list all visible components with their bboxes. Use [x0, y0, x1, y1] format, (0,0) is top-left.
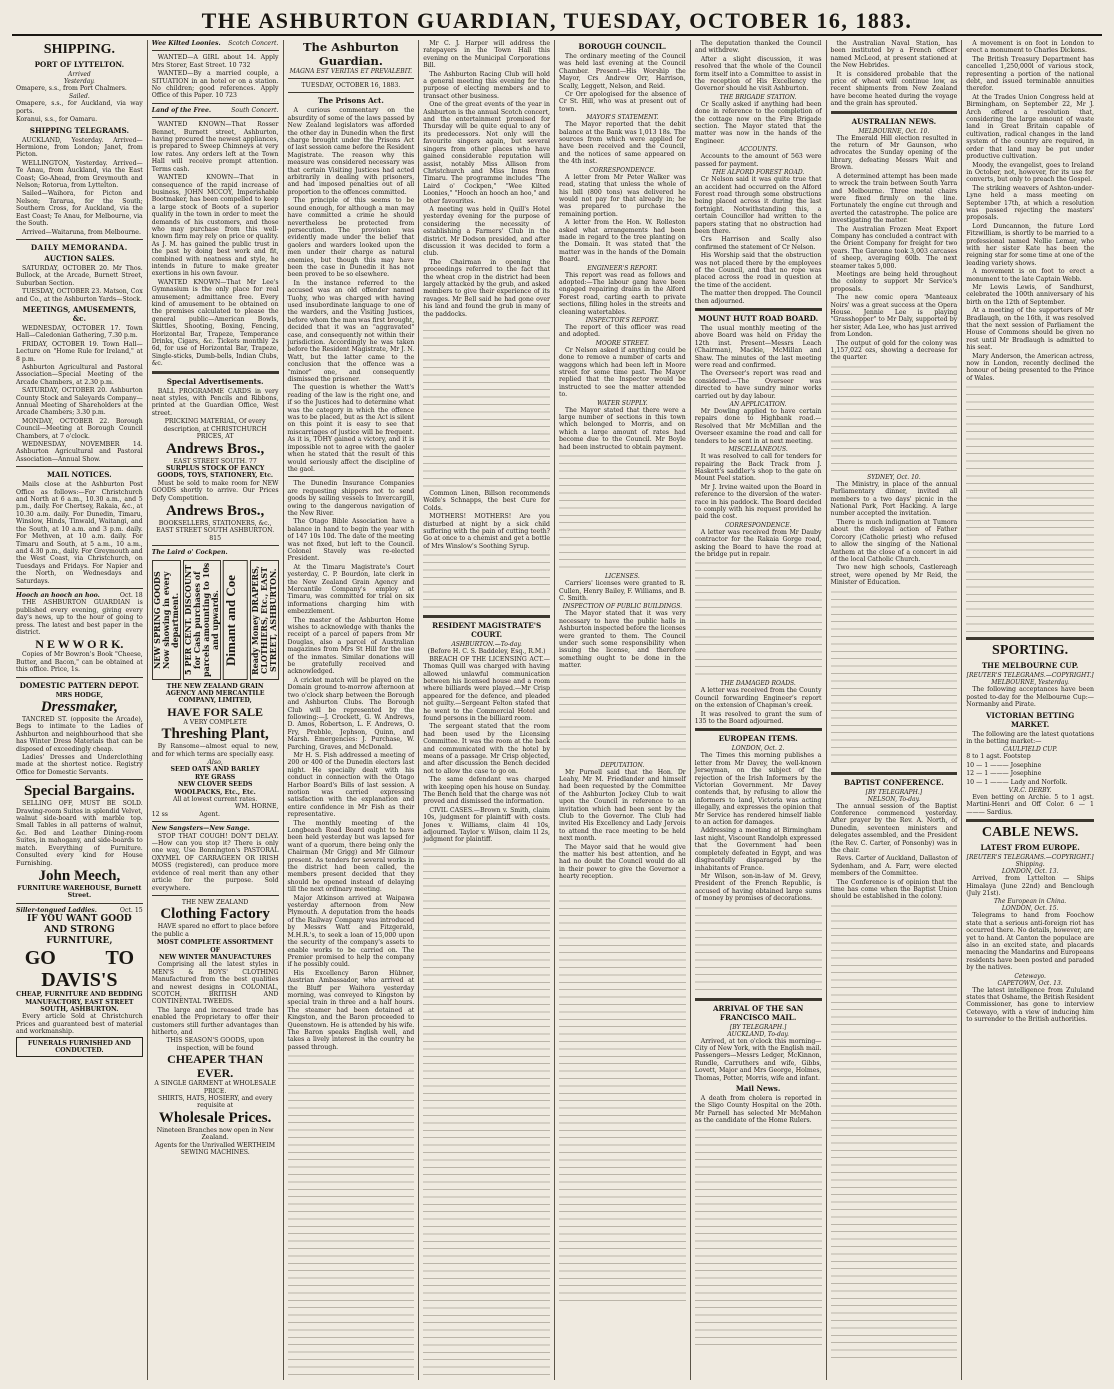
magistrate-p4: CIVIL CASES.—Brown v. Smith, claim 10s, judgment for plaintiff with costs. Jones v. Williams, claim 4l 10s, adjourned. Taylor v. Wilson, claim 1l 2s, judgment for plaintiff.	[423, 806, 550, 844]
land-title: Land of the Free.	[151, 106, 212, 114]
column-8	[962, 40, 1098, 1380]
vertical-text-3: Dimant and Coe	[223, 560, 248, 680]
text-continuation	[831, 364, 958, 474]
c8-p16: The latest intelligence from Zululand states that Oshame, the British Resident Commissioner, has gone to interview Cetewayo, with a view of inducing him to surrender to the British authorities.	[966, 986, 1094, 1024]
silver-title: Siller-tongued Laddies.	[16, 906, 97, 914]
c6-p12: It was resolved to call for tenders for repairing the Back Track from J. Haskett's saddler's shop to the gate on Mount Peel station.	[694, 453, 822, 483]
c4-p5: The Chairman in opening the proceedings referred to the fact that the wheat crop in the district had been largely attacked by the grub, and asked members to give their experience of its ravages. Mr Bell said he had gone over his land and found the grub in many of the paddocks.	[423, 258, 550, 318]
telegram-1: AUCKLAND, Yesterday. Arrived—Hermione, from London; Janet, from Picton.	[16, 136, 143, 159]
sporting-title: SPORTING.	[992, 643, 1069, 659]
auction-2: TUESDAY, OCTOBER 23. Matson, Cox and Co., at the Ashburton Yards—Stock.	[16, 288, 143, 303]
c6-p1: The deputation thanked the Council and withdrew.	[694, 40, 822, 55]
borough-p6: This report was read as follows and adopted:—The labour gang have been engaged repairing drains in the Alford Forest road, carting earth to private sections, filling holes in the streets and cleaning watertables.	[559, 271, 686, 316]
horne-name: WM. HORNE,	[234, 803, 279, 811]
divider	[16, 588, 143, 589]
divider	[152, 895, 279, 896]
vrc-title: V.R.C. DERBY.	[1008, 786, 1052, 794]
double-divider	[695, 728, 822, 731]
column-2	[148, 40, 284, 1380]
prisons-p10: Mr H. S. Fish addressed a meeting of 200 or 400 of the Dunedin electors last night. He specially dealt with his conduct in connection with the Otago Harbor Board's Bills of last session. A motion was carried expressing satisfaction with the explanation and entire confidence in Mr Fish as their representative.	[287, 751, 415, 819]
misc-title: MISCELLANEOUS.	[728, 446, 788, 454]
text-continuation	[423, 552, 550, 612]
column-4	[419, 40, 555, 1380]
double-divider	[695, 308, 822, 311]
dressmaker-heading: Dressmaker,	[40, 699, 118, 715]
land-sub: South Concert.	[231, 106, 279, 114]
c7-p5: The Australian Frozen Meat Export Company has concluded a contract with the Orient Company for freight for two years. The Garonne took 3,003 carcases of sheep, averaging 60lb. The next steamer takes 5,000.	[830, 225, 958, 270]
wanted-5: WANTED KNOWN—That Mr Lee's Gymnasium is the only place for real amusement; admittance free. Every kind of amusement to be obtained on the premises calculated to please the general public—American Bowls, Skittles, Shooting, Boxing, Fencing, Horizontal Bar, Trapeze, Temperance Drinks, Cigars, &c. Tickets monthly 2s 6d, for use of Horizontal Bar, Trapeze, Single-sticks, Dumb-bells, Indian Clubs, &c.	[151, 278, 279, 368]
divider	[288, 476, 415, 477]
divider	[152, 117, 279, 118]
bet-line-4: 10 — 1 ——— Lady and Norfolk.	[966, 778, 1068, 786]
c7-p3: The Emerald Hill election resulted in the return of Mr Gaunson, who advocates the Sunday opening of the library, defeating Messrs Wait and Brown.	[830, 134, 958, 172]
go-to-heading: GO TO	[24, 947, 135, 970]
shipping-port: PORT OF LYTTELTON.	[34, 60, 125, 69]
arrived-label: Arrived	[67, 71, 91, 78]
sailed-label: Sailed.	[68, 93, 90, 101]
double-divider	[966, 819, 1094, 822]
c8-p6: Lord Duncannon, the future Lord Fitzwilliam, is shortly to be married to a professional named Nellie Lemar, who with her sister Kate has been the reigning star for some time at one of the leading variety shows.	[966, 222, 1094, 267]
ball-text: BALL PROGRAMME CARDS in very neat styles, with Pencils and Ribbons, printed at the Guardian Office, West street.	[151, 387, 279, 417]
baptist-sub: [BY TELEGRAPH.]	[865, 788, 923, 796]
prisons-p13: His Excellency Baron Hübner, Austrian Ambassador, who arrived at the Bluff per Waihora yesterday morning, was conveyed to Kingston by special train in three and a half hours. The steamer had been detained at Kingston, and the Baron proceeded to Queenstown. He is attended by his wife. The Baron speaks English well, and takes a lively interest in the country he passed through.	[287, 969, 415, 1051]
memoranda-title: DAILY MEMORANDA.	[30, 242, 128, 252]
c8-p15: Telegrams to hand from Foochow state that a serious anti-foreign riot has occurred there. No details, however, are yet to hand. At Canton the populace are also in an excited state, and placards menacing the Mandarins and Europeans residents have been posted and paraded by the natives.	[966, 912, 1094, 972]
borough-p5: A letter from the Hon. W. Rolleston asked what arrangements had been made in regard to the tree planting on the Domain. It was stated that the matter was in the hands of the Domain Board.	[559, 219, 686, 264]
borough-p13: The Mayor said that he would give the matter his best attention, and he had no doubt the Council would do all in their power to give the Governor a hearty reception.	[559, 843, 686, 881]
divider	[152, 545, 279, 546]
editorial-motto: MAGNA EST VERITAS ET PREVALEBIT.	[289, 68, 413, 75]
c6-p19: Mr Wilson, son-in-law of M. Grevy, President of the French Republic, is accused of having obtained large sums of money by promises of decorations.	[694, 872, 822, 903]
vertical-text-1: NEW SPRING GOODS Now showing in every department.	[152, 560, 181, 680]
c8-p12: The following are the latest quotations in the betting market:—	[966, 730, 1094, 745]
text-continuation	[695, 905, 822, 995]
c7-p14: The Conference is of opinion that the time has come when the Baptist Union should be established in the colony.	[830, 878, 958, 901]
c6-p16: It was resolved to grant the sum of 135 to the Board adjourned.	[694, 710, 822, 725]
editorial-masthead: The Ashburton Guardian.	[302, 40, 399, 68]
reuter-label-2: [REUTER'S TELEGRAMS.—COPYRIGHT.]	[966, 854, 1094, 862]
corresp-title: CORRESPONDENCE.	[589, 166, 656, 174]
auction-title: AUCTION SALES.	[44, 253, 115, 263]
wanted-3: WANTED KNOWN—That Rosser Bennet, Burnett street, Ashburton, having procured the newest appliances, is prepared to Sweep Chimneys at very low rates. Any orders left at the Town Hall will receive prompt attention. Terms cash.	[151, 121, 279, 173]
pricking-text: PRICKING MATERIAL, Of every description, at CHRISTCHURCH PRICES, AT	[163, 418, 267, 441]
single-garment: A SINGLE GARMENT at WHOLESALE PRICE.	[154, 1080, 276, 1095]
very-complete: A VERY COMPLETE	[183, 718, 247, 726]
davis-heading: DAVIS'S	[41, 969, 118, 992]
c8-p5: The striking weavers of Ashton-under-Lyne held a mass meeting on September 17th, at which a resolution was passed rejecting the masters' proposals.	[966, 184, 1094, 222]
text-continuation	[831, 903, 958, 1363]
sailed-text: Omapere, s.s., for Auckland, via way ports.	[16, 100, 143, 115]
europe-title: EUROPEAN ITEMS.	[718, 734, 798, 744]
also-text: Also,	[207, 759, 223, 766]
bet-line-1: 8 to 1 agst. Footstep	[966, 753, 1031, 761]
aus-loc: MELBOURNE, Oct. 10.	[858, 127, 930, 135]
shirts-text: SHIRTS, HATS, HOSIERY, and every requisite at	[157, 1095, 273, 1110]
wholesale-heading: Wholesale Prices.	[158, 1109, 272, 1126]
c8-p13: Even betting on Archie. 5 to 1 agst. Martini-Henri and Off Color. 6 — 1 ——— Sardius.	[966, 793, 1094, 816]
aus-title: AUSTRALIAN NEWS.	[851, 116, 937, 126]
new-work-heading: N E W W O R K.	[35, 637, 124, 652]
dimant-coe-ad	[152, 560, 279, 680]
column-3	[284, 40, 420, 1380]
prisons-p1: A curious commentary on the absurdity of some of the laws passed by New Zealand legislators was afforded the other day in Dunedin when the first charge brought under the Prisons Act of last session came before the Resident Magistrate. The reason why this measure was considered necessary was that certain Visiting Justices had acted arbitrarily in dealing with prisoners, and had imposed penalties out of all proportion to the offences committed.	[287, 107, 415, 196]
inspection-title: INSPECTION OF PUBLIC BUILDINGS.	[562, 603, 683, 611]
c6-p6: Crs Harrison and Scally also confirmed the statement of Cr Nelson.	[694, 236, 822, 251]
borough-title: BOROUGH COUNCIL.	[578, 42, 667, 51]
vertical-text-4: Ready Money DRAPERS, CLOTHIERS, Etc., EAST STREET, ASHBURTON.	[250, 560, 279, 680]
agents-text: Agents for the Unrivalled WERTHEIM SEWING MACHINES.	[155, 1141, 276, 1157]
stop-cough-text: STOP THAT COUGH! DON'T DELAY.—How can you stop it? There is only one way, Use Bonnington's PASTORAL OXYMEL OF CARRAGEEN OR IRISH MOSS (registered), can produce more evidence of real merit than any other article for the purpose. Sold everywhere.	[151, 832, 279, 892]
meeting-2: FRIDAY, OCTOBER 19. Town Hall—Lecture on "Home Rule for Ireland," at 8 p.m.	[16, 340, 143, 363]
text-continuation	[423, 320, 550, 490]
c8-p7: A movement is on foot to erect a monument to the late Captain Webb.	[966, 268, 1094, 283]
telegram-4: Arrived—Waitaruna, from Melbourne.	[22, 228, 141, 236]
domestic-title: DOMESTIC PATTERN DEPOT.	[19, 680, 140, 690]
damaged-title: THE DAMAGED ROADS.	[720, 680, 796, 688]
c6-p3: Cr Scally asked if anything had been done in reference to the completion of the cottage now on the Fire Brigade section. The Mayor stated that the matter was now in the hands of the Engineer.	[694, 100, 822, 145]
magistrate-before: (Before H. C. S. Baddeley, Esq., R.M.)	[427, 648, 546, 656]
cetewayo-title: Cetewayo.	[1014, 972, 1046, 980]
san-fran-loc: AUCKLAND, To-day.	[727, 1030, 789, 1038]
hooch-date: Oct. 18	[119, 591, 143, 599]
text-continuation	[831, 589, 958, 769]
have-for-sale: HAVE FOR SALE	[167, 704, 264, 719]
appl-title: AN APPLICATION.	[729, 401, 787, 409]
ransome-text: By Ransome—almost equal to new, and for which terms are specially easy.	[151, 743, 279, 758]
seed-oats: SEED OATS AND BARLEY	[170, 766, 260, 774]
c7-p11: Two new high schools, Castlereagh street, were opened by Mr Reid, the Minister of Education.	[830, 564, 958, 587]
borough-p10: Carriers' licenses were granted to R. Cullen, Henry Bailey, F. Williams, and B. C. Smith.	[559, 580, 686, 602]
c6-p4: Accounts to the amount of 563 were passed for payment.	[694, 153, 822, 168]
meech-name: John Meech,	[38, 867, 121, 884]
vertical-text-2: 5 PER CENT. DISCOUNT for Cash purchases of parcels amounting to 10s and upwards.	[183, 560, 221, 680]
hodge-tail: Ladies' Dresses and Underclothing made at the shortest notice. Registry Office for Domestic Servants.	[16, 754, 143, 776]
meetings-title: MEETINGS, AMUSEMENTS, &c.	[22, 304, 137, 323]
woolpacks: WOOLPACKS, Etc., Etc.	[174, 788, 256, 796]
column-5	[555, 40, 691, 1380]
c4-p7: MOTHERS! MOTHERS! Are you disturbed at night by a sick child suffering with the pain of cutting teeth? Go at once to a chemist and get a bottle of Mrs Winslow's Soothing Syrup.	[423, 513, 550, 550]
masthead: THE ASHBURTON GUARDIAN, TUESDAY, OCTOBER 16, 1883.	[12, 8, 1102, 36]
melbourne-loc: MELBOURNE, Yesterday.	[991, 679, 1070, 687]
europe-sub: LONDON, Oct. 2.	[731, 745, 785, 753]
laird-title: The Laird o' Cockpen.	[151, 549, 228, 557]
new-work-text: Copies of Mr Bowron's Book "Cheese, Butter, and Bacon," can be obtained at this office. Price, 1s.	[16, 651, 143, 674]
c6-p21: A death from cholera is reported in the Sligo County Hospital on the 20th. Mr Parnell has selected Mr McMahon as the candidate of the Home Rulers.	[694, 1094, 822, 1125]
surplus-text: SURPLUS STOCK OF FANCY GOODS, TOYS, STATIONERY, Etc.	[157, 464, 274, 480]
c7-p12: The annual session of the Baptist Conference commenced yesterday. After prayer by the Rev. A. North, of Dunedin, seventeen ministers and delegates assembled, and the President (the Rev. C. Carter, of Ponsonby) was in the chair.	[830, 802, 958, 854]
text-continuation	[559, 672, 686, 762]
andrews-heading-1: Andrews Bros.,	[166, 440, 265, 457]
text-continuation	[288, 1053, 415, 1380]
c8-p4: Moody, the evangelist, goes to Ireland in October, not, however, for its use for converts, but only to preach the Gospel.	[966, 161, 1094, 184]
clover: NEW CLOVER SEEDS	[177, 781, 253, 789]
shipping-title: SHIPPING.	[43, 42, 115, 57]
mail-text: Mails close at the Ashburton Post Office as follows:—For Christchurch and North at 6 a.m., 10.30 a.m., and 5 p.m., daily. For Chertsey, Rakaia, &c., at 10.30 a.m. daily. For Dunedin, Timaru, Winslow, Hinds, Tinwald, Waitangi, and the South, at 10 a.m. and 3 p.m. daily. For Methven, at 10 a.m. daily. For Timaru and South, at 5 a.m., 10 a.m., and 4.30 p.m., daily. For Greymouth and the West Coast, via Christchurch, on Tuesdays and Fridays. For Napier and the North, on Wednesdays and Saturdays.	[16, 481, 143, 585]
surplus-text-2: Must be sold to make room for NEW GOODS shortly to arrive. Our Prices Defy Competition.	[151, 479, 279, 502]
editorial-date: TUESDAY, OCTOBER 16, 1883.	[301, 82, 401, 89]
c4-p4: A meeting was held in Quill's Hotel yesterday evening for the purpose of considering the necessity of establishing a Farmers' Club in the district. Mr Dodson presided, and after discussion it was decided to form a club.	[423, 205, 550, 258]
borough-p8: Cr Nelson asked if anything could be done to remove a number of carts and waggons which had been left in Moore street for some time past. The Mayor replied that the Inspector would be instructed to see the matter attended to.	[559, 346, 686, 399]
c8-p8: Mr Lewis Lewis, of Sandhurst, celebrated the 100th anniversary of his birth on the 12th of September.	[966, 284, 1094, 306]
china-title: The European in China.	[994, 898, 1067, 906]
c6-p5: Cr Nelson said it was quite true that an accident had occurred on the Alford Forest road through some obstructions being placed across it during the last fortnight. Notwithstanding this, a certain Councillor had written to the papers stating that no obstruction had been there.	[694, 176, 822, 235]
prisons-p6: The Otago Bible Association have a balance in hand to begin the year with of 147 10s 10d. The date of the meeting was not fixed, but left to the Council. Colonel Stavely was re-elected President.	[287, 518, 415, 563]
c6-p2: After a slight discussion, it was resolved that the whole of the Council form itself into a Committee to assist in the reception of His Excellency the Governor should he visit Ashburton.	[694, 55, 822, 93]
c6-p18: Addressing a meeting at Birmingham last night, Viscount Randolph expressed that the Government had been completely defeated in Egypt, and was disgracefully disparaged by the inhabitants of France.	[694, 827, 822, 872]
text-continuation	[423, 846, 550, 1380]
text-continuation	[695, 560, 822, 680]
column-1	[12, 40, 148, 1380]
prisons-p11: The monthly meeting of the Longbeach Road Board ought to have been held yesterday but was lapsed for want of a quorum, there being only the Chairman (Mr Grigg) and Mr Gilmour present. As tenders for several works in the district had been called, the members present decided that they should be opened instead of delaying till the next ordinary meeting.	[287, 819, 415, 894]
borough-p4: A letter from Mr Peter Walker was read, stating that unless the whole of his bill (800 tons) was delivered he would not pay for that already in; he was prepared to purchase the remaining portion.	[559, 173, 686, 218]
telegrams-title: SHIPPING TELEGRAMS.	[29, 125, 129, 135]
telegram-3: Sailed—Waihora, for Picton and Nelson; Tararua, for the South; Southern Cross, for Auckland, via the East Coast; Te Anau, for Melbourne, via the South.	[16, 190, 143, 228]
nz-grain-text: THE NEW ZEALAND GRAIN AGENCY AND MERCANTILE COMPANY, LIMITED,	[165, 682, 265, 705]
prisons-p4: The question is whether the Watt's reading of the law is the right one, and if so the Justices had to determine what was the category in which the offence was to be placed, but as the Act is silent on this point it is easy to see that miscarriages of justice will be frequent. As it is, TOHY gained a victory, and it is impossible not to agree with the gaoler when he stated that the result of this would seriously affect the discipline of the gaol.	[287, 384, 415, 473]
caulfield-title: CAULFIELD CUP.	[1003, 746, 1058, 754]
andrews-address-1: EAST STREET SOUTH. 77	[173, 457, 257, 465]
borough-p7: The report of this officer was read and adopted.	[559, 324, 686, 339]
mail-title: MAIL NOTICES.	[47, 470, 112, 480]
specials-title: Special Advertisements.	[166, 376, 264, 386]
prisons-p2: The principle of this seems to be sound enough, for although a man may have committed a crime he should nevertheless be protected from persecution. The provision was evidently made under the belief that gaolers and warders looked upon the men under their charge as natural enemies, but though this may have been the case in Dunedin it has not been proved to be so elsewhere.	[287, 197, 415, 279]
nz-clothing: THE NEW ZEALAND	[181, 898, 249, 906]
horne-num: 12 ss Agent.	[151, 810, 220, 818]
divider	[16, 466, 143, 467]
meeting-3: Ashburton Agricultural and Pastoral Association—Special Meeting of the Arcade Chambers, at 2.30 p.m.	[16, 363, 143, 386]
clothing-factory-heading: Clothing Factory	[160, 906, 270, 923]
borough-p3: The Mayor reported that the debit balance at the Bank was 1,013 18s. The sources from which were applied for have been received and the Council, and the notices of same appeared on the 4th inst.	[559, 121, 686, 166]
double-divider	[152, 371, 279, 374]
baptist-title: BAPTIST CONFERENCE.	[844, 777, 944, 787]
auction-1: SATURDAY, OCTOBER 20. Mr Thos. Bullock, at the Arcade, Burnett Street, Suburban Section.	[16, 264, 143, 287]
hodge-name: MRS HODGE,	[55, 691, 104, 699]
special-text: SELLING OFF, MUST BE SOLD. Drawing-room Suites in splendid Velvet, walnut side-board with marble top. Small Tables in all patterns of walnut, &c. Bed and Leather Dining-room Suites, in mahogany, and side-boards to match. Everything of Furniture. Consulted every kind for House Furnishing.	[16, 800, 143, 867]
inspector-title: INSPECTOR'S REPORT.	[585, 317, 659, 324]
c7-p10: There is much indignation at Tumora about the disloyal action of Father Corcory (Catholic priest) who refused to allow the singing of the National Anthem at the close of a concert in aid of the local Catholic Church.	[830, 518, 958, 563]
column-7	[827, 40, 963, 1380]
c7-p2: It is considered probable that the price of wheat will continue low, as recent shipments from New Zealand have become heated during the voyage and the grain has sprouted.	[830, 70, 958, 108]
silver-date: Oct. 15	[119, 906, 143, 914]
engineer-title: ENGINEER'S REPORT.	[587, 264, 658, 272]
c7-p6: Meetings are being held throughout the colony to support Mr Service's proposals.	[830, 270, 958, 293]
have-spared: HAVE spared no effort to place before the public a	[151, 923, 279, 938]
c6-p20: Arrived, at ten o'clock this morning—City of New York, with the English mail. Passengers—Messrs Ledger, McKinnon, Rundle, Carruthers and wife, Gibbs, Lovett, Major and Mrs George, Holmes, Thomas, Potter, Morris, wife and infant.	[694, 1037, 822, 1082]
meeting-6: WEDNESDAY, NOVEMBER 14. Ashburton Agricultural and Pastoral Association—Annual Show.	[16, 441, 143, 463]
meeting-5: MONDAY, OCTOBER 22. Borough Council—Meeting at Borough Council Chambers, at 7 o'clock.	[16, 417, 143, 440]
divider	[152, 50, 279, 51]
c6-p9: The usual monthly meeting of the above Board was held on Friday the 12th inst. Present—Messrs Leach (Chairman), Mackie, McMillan and Shaw. The minutes of the last meeting were read and confirmed.	[694, 325, 822, 370]
prisons-p8: The master of the Ashburton Home wishes to acknowledge with thanks the receipt of a parcel of papers from Mr Douglas, also a parcel of Australian magazines from Mrs St Hill for the use of the inmates. Similar donations will be gratefully received and acknowledged.	[287, 616, 415, 676]
sydney-loc: SYDNEY, Oct. 10.	[867, 473, 921, 481]
double-divider	[831, 111, 958, 114]
mayor-title: MAYOR'S STATEMENT.	[586, 114, 659, 122]
bet-line-3: 12 — 1 ——— Josephine	[966, 770, 1042, 778]
c7-p9: The Ministry, in place of the annual Parliamentary dinner, invited all members to a two days' picnic in the National Park, Port Hacking. A large number accepted the invitation.	[830, 480, 958, 518]
alford-title: THE ALFORD FOREST ROAD.	[711, 169, 805, 177]
prisons-p3: In the instance referred to the accused was an old offender named Tuohy, who was charged with having used insubordinate language to one of the warders, and the Visiting Justices, before whom the man was first brought, decided that it was an "aggravated" case, and consequently not within their jurisdiction. Accordingly he was taken before the Resident Magistrate, Mr J. N. Watt, but the latter came to the conclusion that the offence was a "minor" one, and consequently dismissed the prisoner.	[287, 279, 415, 384]
threshing-heading: Threshing Plant,	[161, 726, 269, 743]
land-row	[152, 107, 279, 114]
c8-p2: The British Treasury Department has cancelled 1,250,000l of various stock, representing a portion of the national debt, and issued terminable annuities therefor.	[966, 55, 1094, 93]
divider	[16, 677, 143, 678]
most-complete: MOST COMPLETE ASSORTMENT OF	[156, 939, 274, 954]
c6-p15: A letter was received from the County Council forwarding Engineer's report on the extension of Chapman's creek.	[694, 687, 822, 710]
c7-p13: Revs. Carter of Auckland, Dallaston of Sydenham, and A. Farr, were elected members of the Committee.	[830, 855, 958, 878]
divider	[16, 779, 143, 780]
san-fran-title: ARRIVAL OF THE SAN FRANCISCO MAIL.	[712, 1003, 804, 1022]
c8-p9: At a meeting of the supporters of Mr Bradlaugh, on the 16th, it was resolved that the next session of Parliament the House of Commons should be given no rest until Mr Bradlaugh is admitted to his seat.	[966, 307, 1094, 352]
deputation-title: DEPUTATION.	[600, 761, 645, 769]
new-winter: NEW WINTER MANUFACTURES	[158, 953, 272, 961]
c8-p1: A movement is on foot in London to erect a monument to Charles Dickens.	[966, 40, 1094, 55]
funerals-box: FUNERALS FURNISHED AND CONDUCTED.	[16, 1037, 143, 1058]
comprising-text: Comprising all the latest styles in MEN'S & BOYS' CLOTHING Manufactured from the best qualities and newest designs in COLONIAL, SCOTCH, BRITISH AND CONTINENTAL TWEEDS.	[151, 961, 279, 1006]
correspondence-title: CORRESPONDENCE.	[724, 521, 792, 529]
c7-p7: The new comic opera 'Manteaux Noirs' was a great success at the Opera House. Jennie Lee is playing "Grasshopper" to Mr Daly, supported by her sister, Ada Lee, who has just arrived from London.	[830, 294, 958, 339]
davis-sub: CHEAP, FURNITURE AND BEDDING MANUFACTORY, EAST STREET SOUTH, ASHBURTON.	[16, 991, 143, 1013]
china-loc: LONDON, Oct. 15.	[1001, 905, 1059, 913]
text-continuation	[559, 453, 686, 573]
meech-sub: FURNITURE WAREHOUSE, Burnett Street.	[17, 884, 142, 900]
c4-p6: Common Linen, Billson recommends Wolfe's Schnapps, the best Cure for Colds.	[423, 490, 550, 512]
c7-p1: the Australian Naval Station, has been instituted by a French officer named McLeod, at present stationed at the New Hebrides.	[830, 40, 958, 70]
telegram-2: WELLINGTON, Yesterday. Arrived—Te Anau, from Auckland, via the East Coast; Go-Ahead, from Greymouth and Nelson; Rotorua, from Lyttelton.	[16, 159, 143, 190]
divider	[152, 103, 279, 104]
london-loc: LONDON, Oct. 13.	[1001, 868, 1059, 876]
this-season: THIS SEASON'S GOODS, upon inspection, will be found	[166, 1037, 264, 1052]
silver-row	[16, 907, 143, 914]
borough-p12: Mr Purnell said that the Hon. Dr Leahy, Mr M. Friedlander and himself had been requested by the Committee of the Ashburton Jockey Club to wait upon the Council in reference to an invitation which had been sent by the Club to the Governor. The Club had invited His Excellency and Lady Jervois to attend the race meeting to be held next month.	[559, 768, 686, 843]
sailed-text-2: Koranui, s.s., for Oamaru.	[16, 116, 98, 124]
magistrate-title: RESIDENT MAGISTRATE'S COURT.	[432, 621, 542, 640]
c6-p14: A letter was received from Mr Dauby contractor for the Rakaia Gorge road, asking the Board to have the road at the bridge put in repair.	[694, 528, 822, 558]
cheaper-heading: CHEAPER THAN EVER.	[167, 1052, 264, 1081]
lowest-rates: All at lowest current rates.	[173, 796, 258, 804]
guardian-text: THE ASHBURTON GUARDIAN is published every evening, giving every day's news, up to the hour of going to press. The latest and best paper in the district.	[16, 599, 143, 636]
hooch-row	[16, 592, 143, 599]
column-6	[691, 40, 827, 1380]
davis-tail: Every article Sold at Christchurch Prices and guaranteed best of material and workmanship.	[16, 1013, 143, 1036]
cetewayo-loc: CAPETOWN, Oct. 13.	[997, 979, 1063, 987]
yesterday-label: Yesterday.	[63, 78, 95, 85]
divider	[288, 92, 415, 93]
c8-p3: At the Trades Union Congress held at Birmingham, on September 22, Mr J. Arch offered a resolution that, considering the large amount of waste land in Great Britain capable of cultivation, radical changes in the land system of the country are required, in order that land may be put under productive cultivation.	[966, 93, 1094, 161]
latest-europe: LATEST FROM EUROPE.	[980, 843, 1080, 853]
prisons-title: The Prisons Act.	[317, 96, 384, 106]
san-fran-sub: [BY TELEGRAPH.]	[729, 1023, 787, 1031]
wanted-2: WANTED—By a married couple, a SITUATION in an hotel or on a station. No children; good references. Apply Office of this Paper. 10 723	[151, 70, 279, 100]
columns	[12, 40, 1102, 1380]
divider	[16, 239, 143, 240]
c7-p4: A determined attempt has been made to wreck the train between South Yarra and Melbourne. Three metal chairs were fixed firmly on the line. Fortunately the engine cut through and averted the catastrophe. The police are investigating the matter.	[830, 172, 958, 225]
wanted-1: WANTED—A GIRL about 14. Apply Mrs Storer, East Street. 10 732	[151, 54, 279, 69]
fire-title: THE BRIGADE STATION.	[719, 93, 797, 101]
double-divider	[423, 615, 550, 618]
c6-p10: The Overseer's report was read and considered.—The Overseer was directed to have sundry minor works carried out by day labour.	[694, 370, 822, 400]
borough-p1: The ordinary meeting of the Council was held last evening at the Council Chamber. Present—His Worship the Mayor, Crs Andrew Orr, Harrison, Scally, Leggett, Nelson, and Reid.	[559, 53, 686, 90]
c7-p8: The output of gold for the colony was 1,157,022 ozs, showing a decrease for the quarter.	[830, 339, 958, 362]
magistrate-p3: The same defendant was charged with keeping open his house on Sunday. The Bench held that the charge was not proved and dismissed the information.	[423, 776, 550, 806]
arrived-text: Omapere, s.s., from Port Chalmers.	[16, 85, 127, 92]
mail-news-title: Mail News.	[735, 1083, 781, 1093]
divider	[16, 903, 143, 904]
divider	[152, 821, 279, 822]
melbourne-cup-title: THE MELBOURNE CUP.	[981, 661, 1079, 671]
betting-title: VICTORIAN BETTING MARKET.	[985, 710, 1075, 729]
kilted-row	[152, 40, 279, 47]
prisons-p7: At the Timaru Magistrate's Court yesterday, C. P. Bourdon, late clerk in the New Zealand Grain Agency and Mercantile Company's employ at Timaru, was committed for trial on six informations charging him with embezzlement.	[287, 563, 415, 616]
licenses-title: LICENSES.	[604, 573, 640, 581]
large-trade: The large and increased trade has enabled the Proprietary to offer their customers still further advantages than hitherto, and	[151, 1006, 279, 1036]
divider	[288, 78, 415, 79]
c6-p11: Mr Dowling applied to have certain repairs done to Highbank road.—Resolved that Mr McMillan and the Overseer examine the road and call for tenders to be sent in at next meeting.	[694, 408, 822, 445]
wanted-4: WANTED KNOWN—That in consequence of the rapid increase of business, JOHN MCCOY, Imperishable Bootmaker, has been compelled to keep a large stock of Boots of a superior quality in the town in order to meet the demands of his customers, and those who may purchase from this well-known firm may rely on price or quality. As J. M. has gained the public trust in the past by doing best work and fit, combined with neatness and style, he intends in future to make greater exertions in his own favour.	[151, 174, 279, 278]
meeting-1: WEDNESDAY, OCTOBER 17. Town Hall—Caledonian Gathering, 7.30 p.m.	[16, 324, 143, 340]
prisons-p9: A cricket match will be played on the Domain ground to-morrow afternoon at two o'clock sharp between the Borough and Ashburton Clubs. The Borough Club will be represented by the following:—J. Crockett, G. W. Andrews, D. Amos, Robertson, L. F. Andrews, O. Fry, Prebble, Jephson, Quinn, and Marsh. Emergencies: J. Purchase, W. Parching, Graves, and McDonald.	[287, 676, 415, 751]
double-divider	[695, 998, 822, 1001]
borough-p2: Cr Orr apologised for the absence of Cr St. Hill, who was at present out of town.	[559, 91, 686, 113]
special-bargains-heading: Special Bargains.	[23, 783, 135, 800]
meeting-4: SATURDAY, OCTOBER 20. Ashburton County Stock and Saleyards Company—Annual Meeting of Shareholders at the Arcade Chambers; 3.30 p.m.	[16, 387, 143, 417]
reuter-label: [REUTER'S TELEGRAMS.—COPYRIGHT.]	[966, 672, 1094, 680]
c6-p17: The Times this morning publishes a letter from Mr Davey, the well-known Jerseyman, on the subject of the rejection of the Irish Informers by the Victorian Government. Mr Davey contends that, by refusing to allow the informers to land, Victoria was acting illegally, and expresses the opinion that Mr Service has rendered himself liable to an action for damages.	[694, 752, 822, 827]
c8-p14: Arrived, from Lyttelton — Ships Himalaya (June 22nd) and Benclough (July 21st).	[966, 875, 1094, 897]
double-divider	[831, 772, 958, 775]
hooch-title: Hooch an hooch an hoo.	[16, 591, 100, 599]
sangsters-title: New Sangsters—New Sange.	[151, 825, 250, 833]
andrews-address-2: BOOKSELLERS, STATIONERS, &c., EAST STREET SOUTH ASHBURTON. 815	[156, 519, 275, 542]
magistrate-p1: BREACH OF THE LICENSING ACT.—Thomas Quill was charged with having allowed unlawful communication between his licensed house and a room where billiards were played.—Mr Crisp appeared for the defence, and pleaded not guilty.—Sergeant Felton stated that he went to the Commercial Hotel and found persons in the billiard room.	[423, 655, 550, 722]
text-continuation	[966, 384, 1094, 634]
c6-p8: The matter then dropped. The Council then adjourned.	[694, 290, 822, 305]
c4-p3: One of the great events of the year in Ashburton is the annual Scotch concert, and the entertainment promised for Thursday will be quite equal to any of its predecessors. Not only will the favourite singers again, but several singers from other places who have gained considerable reputation will assist, notably Miss Allison from Christchurch and Miss Innes from Timaru. The programme includes "The Laird o' Cockpen," "Wee Kilted Loonies," "Hooch an hooch an hoo," and other favourites.	[423, 101, 550, 205]
want-text: IF YOU WANT GOOD AND STRONG FURNITURE,	[27, 914, 132, 947]
c4-p1: Mr C. J. Harper will address the ratepayers in the Town Hall this evening on the Municipal Corporations Bill.	[423, 40, 550, 70]
c4-p2: The Ashburton Racing Club will hold a general meeting this evening for the purpose of electing members and to transact other business.	[423, 70, 550, 100]
borough-p11: The Mayor stated that it was very necessary to have the public halls in Ashburton inspected before the licenses were granted to them. The Council under such some responsibility when issuing the license, and therefore something ought to be done in the matter.	[559, 610, 686, 670]
c8-p10: Mary Anderson, the American actress, now in London, recently declined the honour of being presented to the Prince of Wales.	[966, 352, 1094, 382]
hodge-address: TANCRED ST. (opposite the Arcade), Begs to intimate to the Ladies of Ashburton and neighbourhood that she has Winter Dress Materials that can be disposed of exceedingly cheap.	[16, 716, 143, 753]
mount-hutt-title: MOUNT HUTT ROAD BOARD.	[698, 314, 819, 323]
double-divider	[966, 637, 1094, 640]
text-continuation	[559, 883, 686, 1303]
c6-p7: His Worship said that the obstruction was not placed there by the employees of the Council, and that no rope was placed across the road in question at the time of the accident.	[694, 252, 822, 289]
andrews-heading-2: Andrews Bros.,	[166, 502, 265, 519]
kilted-sub: Scotch Concert.	[228, 40, 279, 47]
magistrate-sub: ASHBURTON.—To-day.	[451, 641, 522, 649]
water-title: WATER SUPPLY.	[597, 399, 648, 407]
text-continuation	[695, 1127, 822, 1347]
cable-title: CABLE NEWS.	[981, 825, 1079, 841]
baptist-loc: NELSON, To-day.	[867, 795, 921, 803]
nineteen-branches: Nineteen Branches now open in New Zealand.	[156, 1126, 274, 1142]
accounts-title: ACCOUNTS.	[738, 146, 778, 154]
prisons-p5: The Dunedin Insurance Companies are requesting shippers not to send goods by sailing vessels to Invercargill, owing to the dangerous navigation of the New River.	[287, 480, 415, 517]
prisons-p12: Major Atkinson arrived at Waipawa yesterday afternoon from New Plymouth. A deputation from the heads of the Railway Company was introduced by Messrs Watt and Fitzgerald, M.H.R.'s, to seek a loan of 15,000 upon the security of the company's assets to enable works to be carried on. The Premier promised to help the company if he possibly could.	[287, 894, 415, 969]
rye-grass: RYE GRASS	[194, 773, 236, 781]
borough-p9: The Mayor stated that there were a large number of sections in this town which belonged to Morris, and on which a large amount of rates had become due to the Council. Mr Boyle had been instructed to obtain payment.	[559, 406, 686, 451]
moore-title: MOORE STREET.	[595, 339, 649, 347]
shipping-label: Shipping.	[1015, 861, 1045, 869]
c8-p11: The following acceptances have been posted to-day for the Melbourne Cup:—Normanby and Pirate.	[966, 686, 1094, 709]
c6-p13: Mr J. Irvine waited upon the Board in reference to the diversion of the water-race in his paddock. The Board decided to comply with his request provided he paid the cost.	[694, 483, 822, 521]
magistrate-p2: The sergeant stated that the room had been used by the Licensing Committee. It was the room at the back and communicated with the hotel by means of a passage. Mr Crisp objected, and after discussion the Bench decided not to allow the case to go on.	[423, 723, 550, 775]
bet-line-2: 10 — 1 ——— Josephine	[966, 761, 1042, 769]
kilted-title: Wee Kilted Loonies.	[151, 40, 221, 47]
